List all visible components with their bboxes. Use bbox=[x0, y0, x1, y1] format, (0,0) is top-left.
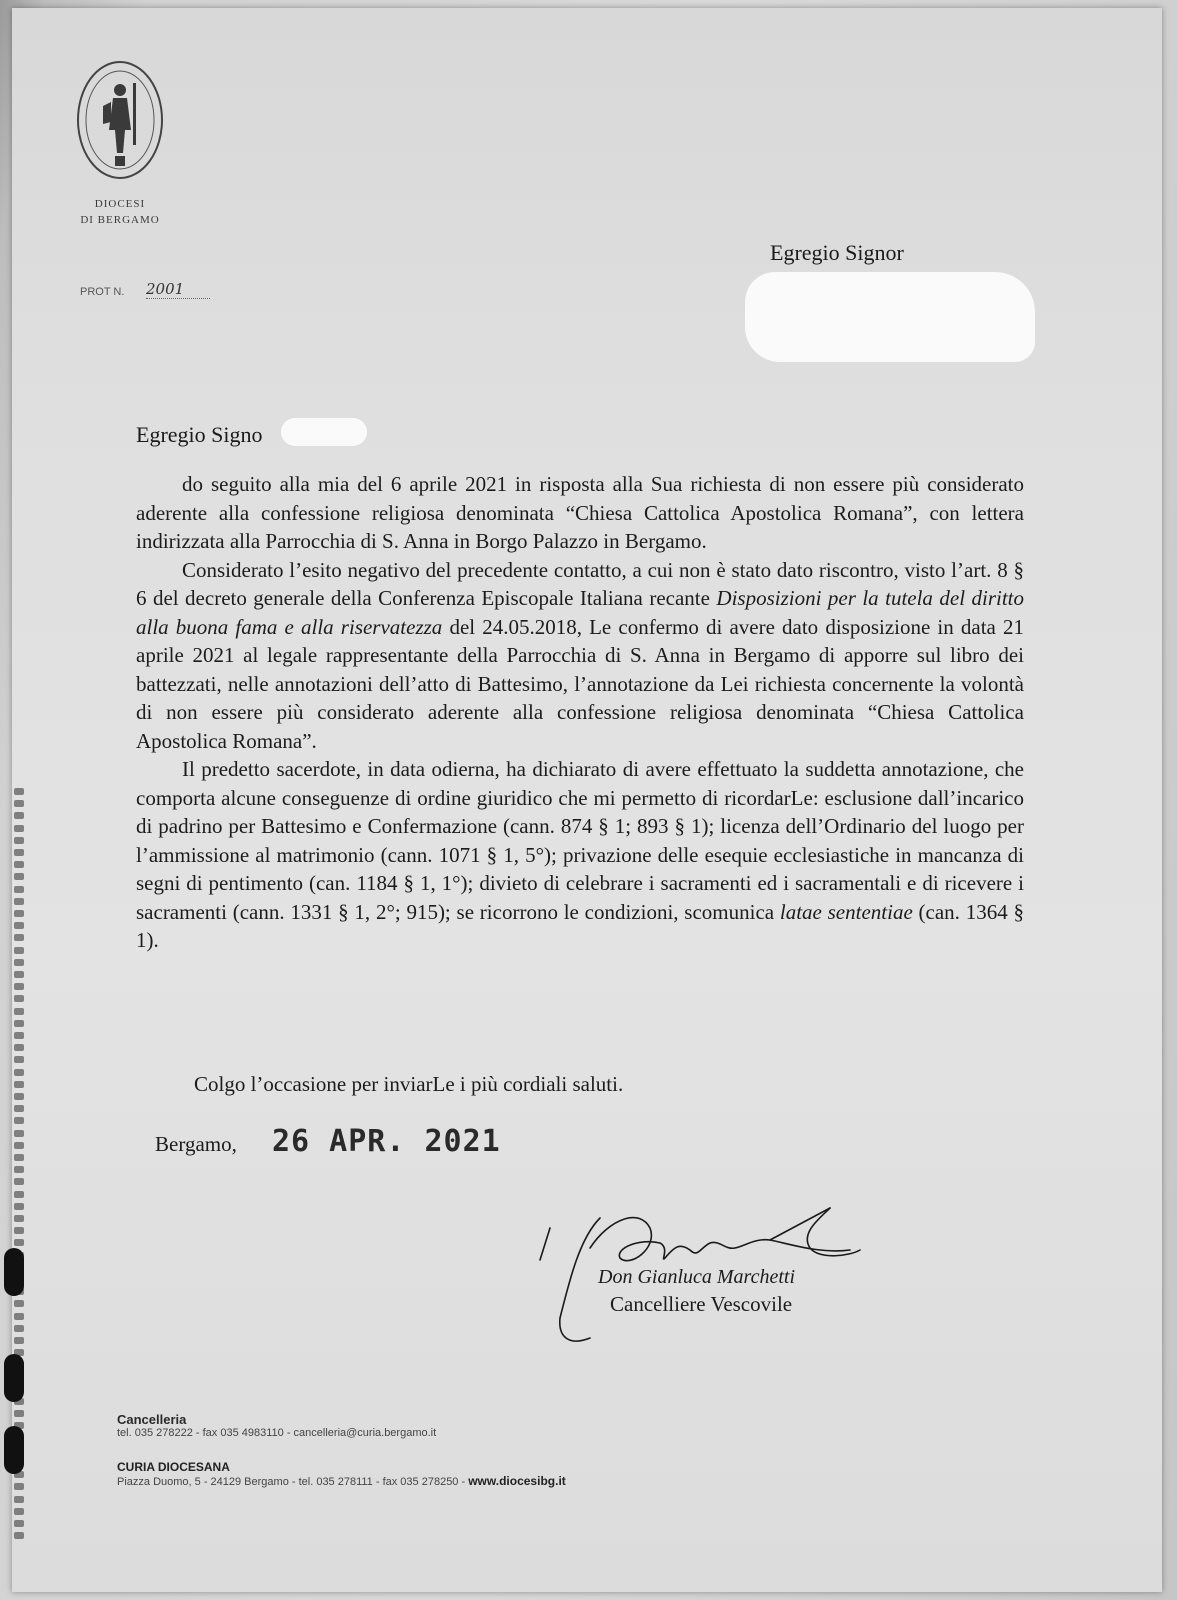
binder-hole bbox=[14, 934, 24, 941]
binder-hole bbox=[14, 959, 24, 966]
binder-ring bbox=[4, 1354, 24, 1402]
binder-hole bbox=[14, 1166, 24, 1173]
footer-office-title: Cancelleria bbox=[117, 1412, 187, 1427]
letterhead-line1: DIOCESI bbox=[94, 198, 146, 210]
binder-hole bbox=[14, 922, 24, 929]
paragraph-1: do seguito alla mia del 6 aprile 2021 in risposta alla Sua richiesta di non essere più considerato aderente alla confessione religiosa denominata “Chiesa Cattolica Apostolica Romana”, con lettera indirizzata alla Parrocchia di S. Anna in Borgo Palazzo in Bergamo. bbox=[136, 472, 1024, 553]
binder-hole bbox=[14, 861, 24, 868]
footer-website[interactable]: www.diocesibg.it bbox=[468, 1474, 566, 1488]
binder-hole bbox=[14, 947, 24, 954]
binder-hole bbox=[14, 1239, 24, 1246]
binder-hole bbox=[14, 1508, 24, 1515]
binder-hole bbox=[14, 800, 24, 807]
binder-hole bbox=[14, 1130, 24, 1137]
binder-hole bbox=[14, 1081, 24, 1088]
signatory-role: Cancelliere Vescovile bbox=[610, 1292, 793, 1316]
paragraph-2: Considerato l’esito negativo del precedente contatto, a cui non è stato dato riscontro, visto l’art. 8 § 6 del decreto generale della Conferenza Episcopale Italiana recante Disposizioni per la tutela del diritto alla buona fama e alla riservatezza del 24.05.2018, Le confermo di avere dato disposizione in data 21 aprile 2021 al legale rappresentante della Parrocchia di S. Anna in Bergamo di apporre sul libro dei battezzati, nelle annotazioni dell’atto di Battesimo, l’annotazione da Lei richiesta concernente la volontà di non essere più considerato aderente alla confessione religiosa denominata “Chiesa Cattolica Apostolica Romana”. bbox=[136, 557, 1025, 753]
binder-hole bbox=[14, 1178, 24, 1185]
binder-hole bbox=[14, 1410, 24, 1417]
binder-hole bbox=[14, 1215, 24, 1222]
recipient-label: Egregio Signor bbox=[770, 240, 904, 265]
binder-hole bbox=[14, 1142, 24, 1149]
place: Bergamo, bbox=[155, 1132, 237, 1156]
latin-term: latae sententiae bbox=[779, 899, 913, 924]
binder-hole bbox=[14, 898, 24, 905]
binder-hole bbox=[14, 1117, 24, 1124]
binder-hole bbox=[14, 1008, 24, 1015]
closing-line: Colgo l’occasione per inviarLe i più cordiali saluti. bbox=[194, 1072, 624, 1096]
binder-hole bbox=[14, 812, 24, 819]
binder-hole bbox=[14, 837, 24, 844]
binder-hole bbox=[14, 1483, 24, 1490]
binder-hole bbox=[14, 1227, 24, 1234]
diocese-seal-icon bbox=[75, 58, 165, 183]
binder-hole bbox=[14, 849, 24, 856]
binder-hole bbox=[14, 1300, 24, 1307]
redacted-name bbox=[281, 418, 367, 446]
binder-hole bbox=[14, 1105, 24, 1112]
footer-office bbox=[117, 1412, 436, 1439]
redacted-address bbox=[745, 272, 1035, 362]
binder-hole bbox=[14, 1203, 24, 1210]
footer-curia-address: Piazza Duomo, 5 - 24129 Bergamo - tel. 035 278111 - fax 035 278250 - www.diocesibg.it bbox=[117, 1474, 566, 1488]
binder-ring bbox=[4, 1426, 24, 1474]
footer-curia bbox=[117, 1460, 566, 1488]
letterhead-line2: DI BERGAMO bbox=[80, 214, 160, 226]
binder-hole bbox=[14, 788, 24, 795]
binder-hole bbox=[14, 1532, 24, 1539]
letter-body bbox=[136, 470, 1024, 955]
binder-hole bbox=[14, 1325, 24, 1332]
binder-hole bbox=[14, 995, 24, 1002]
binder-ring bbox=[4, 1248, 24, 1296]
binder-hole bbox=[14, 886, 24, 893]
signatory-name: Don Gianluca Marchetti bbox=[598, 1266, 796, 1288]
binder-hole bbox=[14, 1337, 24, 1344]
binder-hole bbox=[14, 873, 24, 880]
binder-hole bbox=[14, 1154, 24, 1161]
binder-hole bbox=[14, 1020, 24, 1027]
binder-hole bbox=[14, 1191, 24, 1198]
binder-hole bbox=[14, 825, 24, 832]
salutation: Egregio Signo bbox=[136, 422, 263, 447]
binder-hole bbox=[14, 1032, 24, 1039]
binder-hole bbox=[14, 1496, 24, 1503]
binder-hole bbox=[14, 1313, 24, 1320]
date-stamp: 26 APR. 2021 bbox=[272, 1124, 501, 1159]
binder-hole bbox=[14, 971, 24, 978]
protocol-label: PROT N. bbox=[80, 286, 125, 298]
binder-hole bbox=[14, 1093, 24, 1100]
binder-hole bbox=[14, 1520, 24, 1527]
footer-curia-title: CURIA DIOCESANA bbox=[117, 1460, 230, 1474]
binder-hole bbox=[14, 983, 24, 990]
binder-hole bbox=[14, 1069, 24, 1076]
binder-hole bbox=[14, 1056, 24, 1063]
binder-hole bbox=[14, 910, 24, 917]
footer-office-contacts: tel. 035 278222 - fax 035 4983110 - cancelleria@curia.bergamo.it bbox=[117, 1427, 437, 1439]
document-title: Disposizioni per la tutela del diritto alla buona fama e alla riservatezza bbox=[136, 586, 1024, 639]
binder-hole bbox=[14, 1044, 24, 1051]
protocol-number: 2001 bbox=[146, 280, 210, 299]
paragraph-3: Il predetto sacerdote, in data odierna, ha dichiarato di avere effettuato la suddetta annotazione, che comporta alcune conseguenze di ordine giuridico che mi permetto di ricordarLe: esclusione dall’incarico di padrino per Battesimo e Confermazione (cann. 874 § 1; 893 § 1); licenza dell’Ordinario del luogo per l’ammissione al matrimonio (cann. 1071 § 1, 5°); privazione delle esequie ecclesiastiche in mancanza di segni di pentimento (can. 1184 § 1, 1°); divieto di celebrare i sacramenti ed i sacramentali e di ricevere i sacramenti (cann. 1331 § 1, 2°; 915); se ricorrono le condizioni, scomunica latae sententiae (can. 1364 § 1). bbox=[136, 757, 1024, 952]
